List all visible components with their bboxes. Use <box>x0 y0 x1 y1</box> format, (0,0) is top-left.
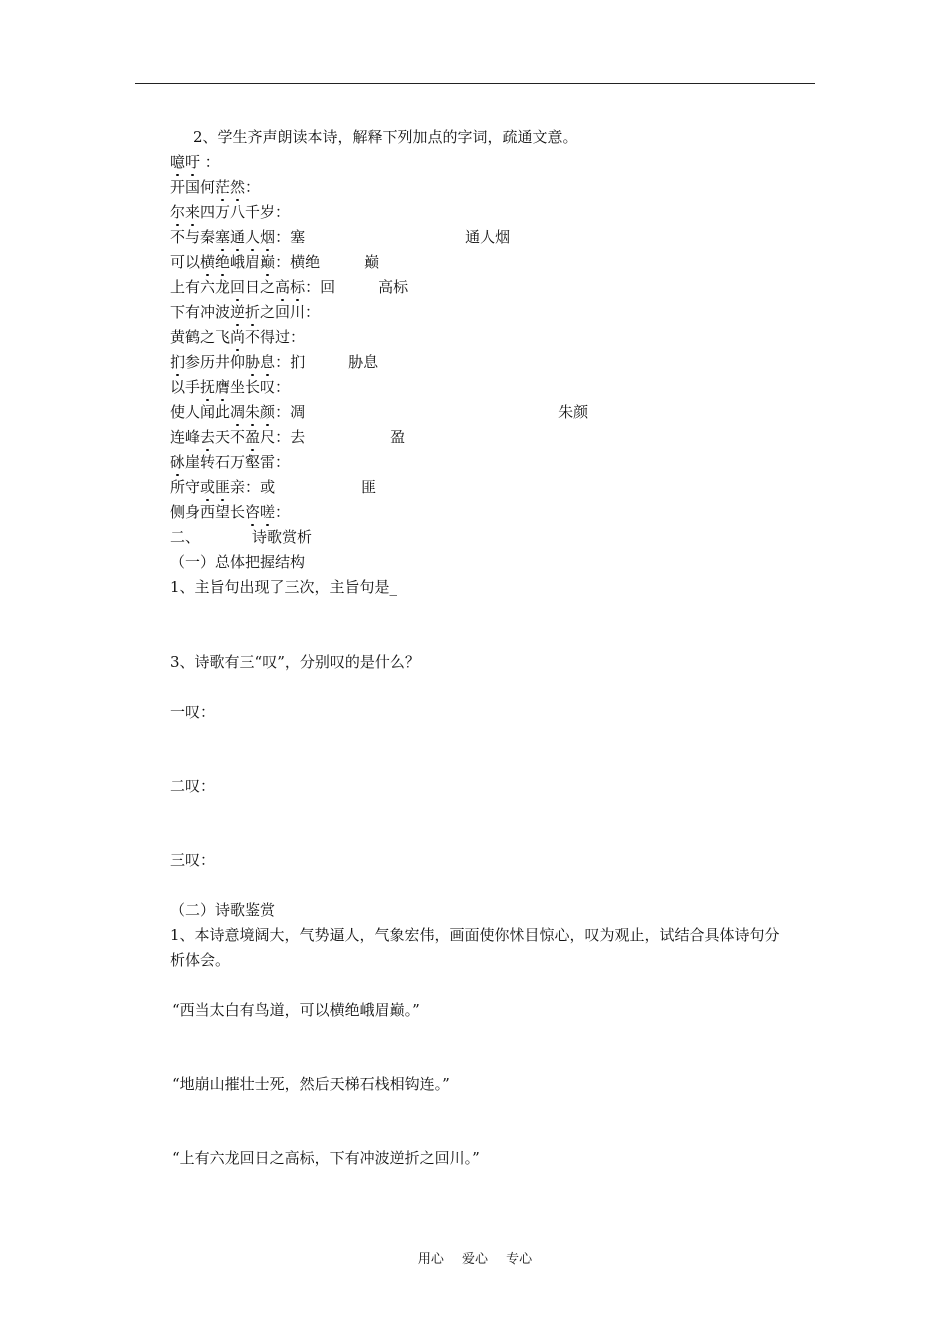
vocab-suffix: ： <box>275 403 291 421</box>
emphasis-char: 标 <box>290 278 306 296</box>
dotted-text <box>170 203 200 221</box>
vocab-line-14 <box>170 477 376 497</box>
vocab-middle: 峨眉 <box>230 253 261 271</box>
vocab-prefix: 使人闻此 <box>170 403 231 421</box>
answer-term: 高标 <box>378 278 409 296</box>
vocab-line-1 <box>170 152 220 172</box>
emphasis-char: 扪 <box>170 353 186 371</box>
vocab-line-4 <box>170 227 510 247</box>
section2-intro: 2、学生齐声朗读本诗，解释下列加点的字词，疏通文意。 <box>193 128 578 146</box>
answer-term: 塞 <box>290 228 306 246</box>
vocab-suffix: ： <box>275 503 291 521</box>
vocab-prefix: 黄鹤之飞 <box>170 328 231 346</box>
vocab-line-3 <box>170 202 290 222</box>
dotted-text <box>200 428 215 446</box>
emphasis-char: 高 <box>275 278 291 296</box>
poem-quote-3: “上有六龙回日之高标，下有冲波逆折之回川。” <box>172 1149 480 1167</box>
answer-term: 通人烟 <box>465 228 511 246</box>
emphasis-char: 巅 <box>260 253 276 271</box>
sub-heading-1: （一）总体把握结构 <box>170 553 306 571</box>
vocab-suffix: 崖转石万壑雷： <box>185 453 291 471</box>
emphasis-char: 抚 <box>200 378 216 396</box>
part2-heading-line <box>170 527 312 547</box>
footer-text: 爱心 <box>461 1252 488 1267</box>
vocab-prefix: 开国何 <box>170 178 216 196</box>
emphasis-char: 去 <box>200 428 216 446</box>
emphasis-char: 塞 <box>215 228 231 246</box>
vocab-prefix: 可以 <box>170 253 201 271</box>
answer-term: 盈 <box>390 428 406 446</box>
vocab-line-10 <box>170 377 290 397</box>
page-footer <box>0 1248 950 1267</box>
sigh-3-label: 三叹： <box>170 851 216 869</box>
vocab-suffix: 亲： <box>230 478 261 496</box>
poem-quote-1: “西当太白有鸟道，可以横绝峨眉巅。” <box>172 1001 420 1019</box>
emphasis-char: 折 <box>245 303 261 321</box>
answer-term: 去 <box>290 428 306 446</box>
vocab-line-12 <box>170 427 405 447</box>
vocab-line-9 <box>170 352 378 372</box>
poem-quote-2: “地崩山摧壮士死，然后天梯石栈相钩连。” <box>172 1075 450 1093</box>
dotted-text <box>170 153 200 171</box>
vocab-suffix: ： <box>245 178 261 196</box>
vocab-suffix: 尺： <box>260 428 291 446</box>
emphasis-char: 息 <box>260 353 276 371</box>
emphasis-char: 茫 <box>215 178 231 196</box>
vocab-prefix: 上有六龙 <box>170 278 231 296</box>
dotted-text <box>230 328 245 346</box>
vocab-line-13 <box>170 452 290 472</box>
dotted-text <box>215 228 230 246</box>
vocab-line-11 <box>170 402 588 422</box>
answer-term: 或 <box>260 478 276 496</box>
emphasis-char: 吁 <box>185 153 201 171</box>
sub-heading-2: （二）诗歌鉴赏 <box>170 901 276 919</box>
vocab-suffix: 之回川： <box>260 303 321 321</box>
vocab-suffix: ： <box>275 353 291 371</box>
answer-term: 匪 <box>361 478 377 496</box>
vocab-line-8 <box>170 327 305 347</box>
answer-term: 横绝 <box>290 253 321 271</box>
dotted-text <box>245 353 275 371</box>
dotted-text <box>200 378 230 396</box>
emphasis-char: 胁 <box>245 353 261 371</box>
vocab-line-2 <box>170 177 260 197</box>
vocab-suffix: 坐长叹： <box>230 378 291 396</box>
dotted-text <box>170 353 185 371</box>
emphasis-char: 凋 <box>230 403 246 421</box>
answer-term: 朱颜 <box>558 403 589 421</box>
vocab-line-6 <box>170 277 408 297</box>
appreciation-question-line-2: 析体会。 <box>170 951 231 969</box>
sigh-1-label: 一叹： <box>170 703 216 721</box>
vocab-prefix: 不与秦 <box>170 228 216 246</box>
dotted-text <box>170 453 185 471</box>
vocab-suffix: 四万八千岁： <box>200 203 291 221</box>
vocab-suffix: ： <box>200 153 220 171</box>
question-3: 3、诗歌有三“叹”，分别叹的是什么？ <box>170 653 420 671</box>
emphasis-char: 朱 <box>245 403 261 421</box>
vocab-middle: 天不 <box>215 428 246 446</box>
emphasis-char: 匪 <box>215 478 231 496</box>
emphasis-char: 烟 <box>260 228 276 246</box>
dotted-text <box>245 403 275 421</box>
header-rule <box>135 83 815 84</box>
emphasis-char: 颜 <box>260 403 276 421</box>
part2-number: 二、 <box>170 528 201 546</box>
answer-term: 胁息 <box>348 353 379 371</box>
dotted-text <box>230 303 260 321</box>
emphasis-char: 盈 <box>245 428 261 446</box>
emphasis-char: 嗟 <box>260 503 276 521</box>
vocab-suffix: 不得过： <box>245 328 306 346</box>
vocab-line-7 <box>170 302 320 322</box>
vocab-suffix: ： <box>275 253 291 271</box>
dotted-text <box>215 178 245 196</box>
footer-text: 用心 <box>417 1252 444 1267</box>
dotted-text <box>275 278 305 296</box>
emphasis-char: 通 <box>230 228 246 246</box>
emphasis-char: 人 <box>245 228 261 246</box>
vocab-prefix: 所守 <box>170 478 201 496</box>
emphasis-char: 噫 <box>170 153 186 171</box>
sigh-2-label: 二叹： <box>170 777 216 795</box>
dotted-text <box>260 253 275 271</box>
emphasis-char: 绝 <box>215 253 231 271</box>
emphasis-char: 来 <box>185 203 201 221</box>
part2-title: 诗歌赏析 <box>252 528 313 546</box>
emphasis-char: 尚 <box>230 328 246 346</box>
emphasis-char: 尔 <box>170 203 186 221</box>
emphasis-char: 回 <box>230 278 246 296</box>
dotted-text <box>200 478 215 496</box>
question-1: 1、主旨句出现了三次，主旨句是_ <box>170 578 398 596</box>
emphasis-char: 或 <box>200 478 216 496</box>
answer-term: 凋 <box>290 403 306 421</box>
vocab-suffix: ： <box>275 228 291 246</box>
vocab-middle: 日之 <box>245 278 276 296</box>
dotted-text <box>215 478 230 496</box>
dotted-word <box>170 153 200 171</box>
vocab-prefix: 连峰 <box>170 428 201 446</box>
vocab-prefix: 侧身西望长 <box>170 503 246 521</box>
vocab-prefix: 下有冲波 <box>170 303 231 321</box>
emphasis-char: 然 <box>230 178 246 196</box>
emphasis-char: 逆 <box>230 303 246 321</box>
emphasis-char: 砯 <box>170 453 186 471</box>
vocab-middle: 参历井仰 <box>185 353 246 371</box>
dotted-text <box>245 428 260 446</box>
dotted-text <box>230 228 275 246</box>
answer-term: 回 <box>320 278 336 296</box>
vocab-line-15 <box>170 502 290 522</box>
answer-term: 巅 <box>364 253 380 271</box>
dotted-text <box>200 253 230 271</box>
answer-term: 扪 <box>290 353 306 371</box>
emphasis-char: 咨 <box>245 503 261 521</box>
footer-text: 专心 <box>506 1252 533 1267</box>
vocab-prefix: 以手 <box>170 378 201 396</box>
vocab-suffix: ： <box>305 278 321 296</box>
appreciation-question-line-1: 1、本诗意境阔大，气势逼人，气象宏伟，画面使你怵目惊心，叹为观止，试结合具体诗句分 <box>170 926 780 944</box>
emphasis-char: 膺 <box>215 378 231 396</box>
vocab-line-5 <box>170 252 379 272</box>
dotted-text <box>230 403 245 421</box>
dotted-text <box>230 278 245 296</box>
dotted-text <box>245 503 275 521</box>
emphasis-char: 横 <box>200 253 216 271</box>
